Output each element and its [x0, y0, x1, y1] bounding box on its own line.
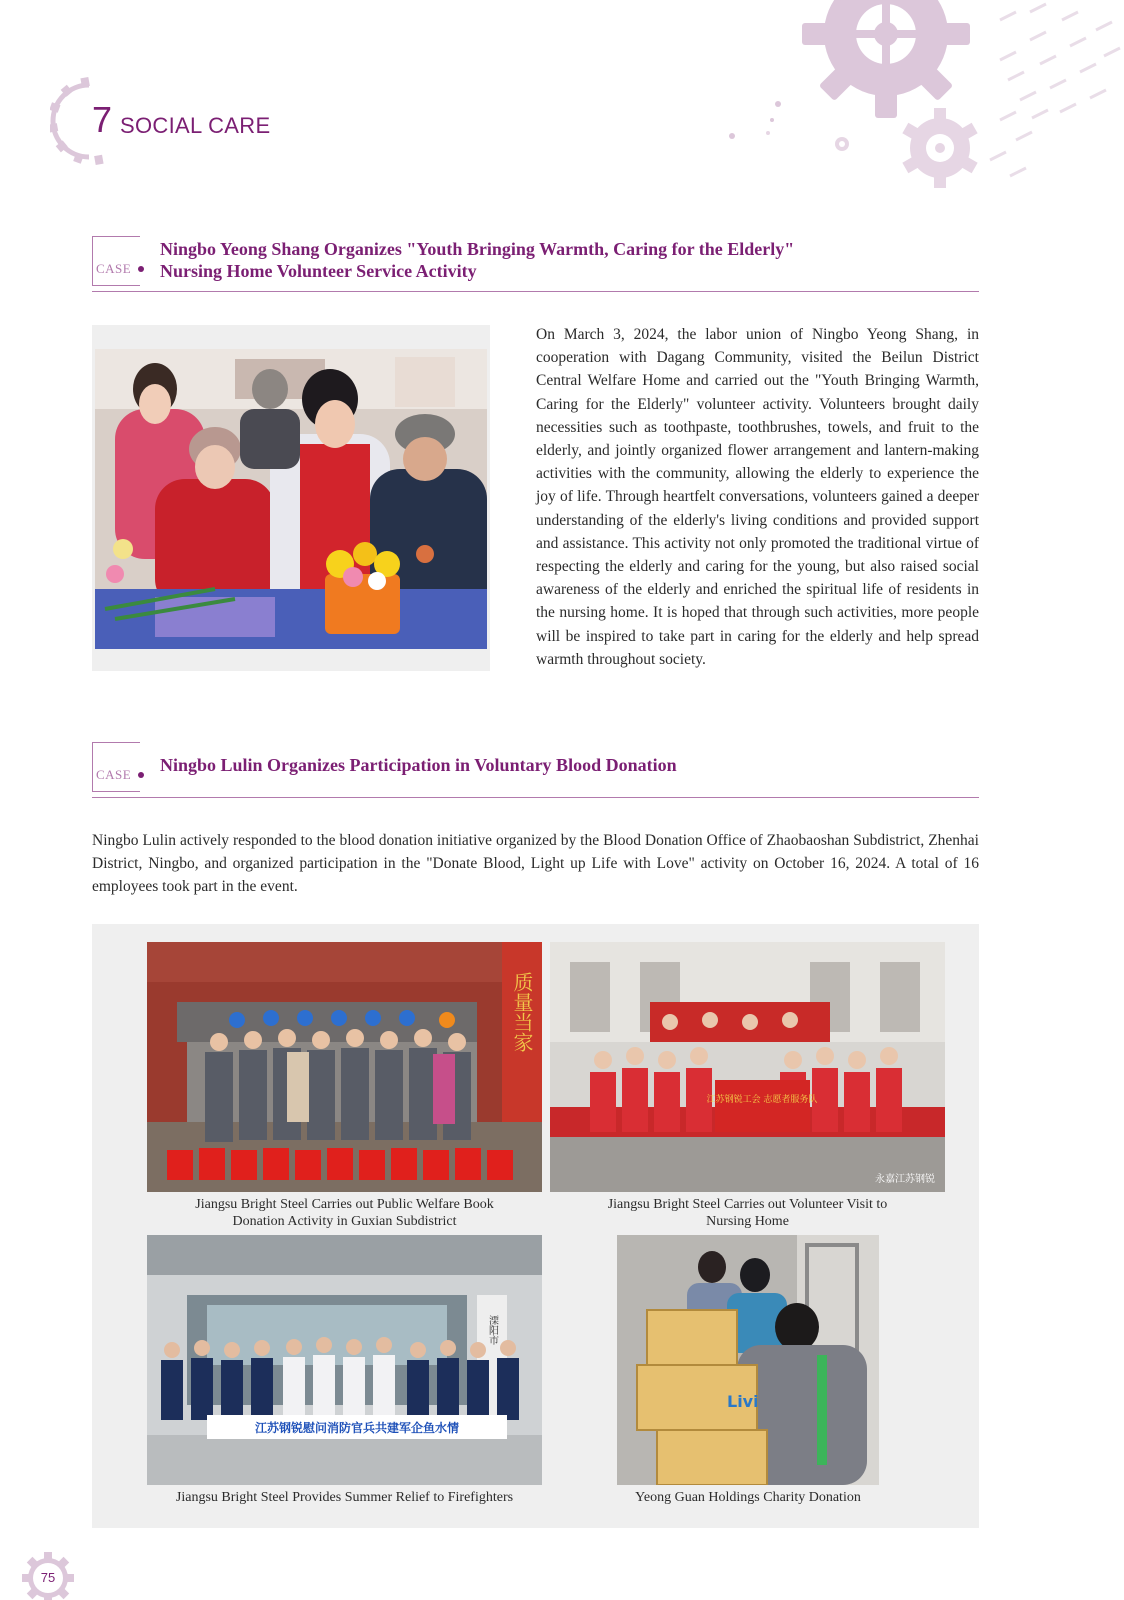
building-sign-text: 溧阳市: [486, 1315, 498, 1345]
elderly-care-photo: [95, 349, 487, 649]
page-number: 75: [33, 1563, 63, 1593]
case-label: CASE: [96, 261, 132, 276]
case-divider: [92, 291, 979, 292]
caption-line: Yeong Guan Holdings Charity Donation: [635, 1490, 861, 1505]
section-title: SOCIAL CARE: [120, 113, 271, 138]
case-body-text: On March 3, 2024, the labor union of Ningbo Yeong Shang, in cooperation with Dagang Community, visited the Beilun District Central Welfare Home and carried out the "Youth Bringing Warmth, Caring for the Elderly" volunteer activity. Volunteers brought daily necessities such as toothpaste, toothbrushes, towels, and fruit to the elderly, and jointly organized flower arrangement and lantern-making activities with the community, allowing the elderly to experience the joy of life. Through heartfelt conversations, volunteers gained a deeper understanding of the elderly's living conditions and provided support and assistance. This activity not only promoted the traditional virtue of respecting the elderly and caring for the young, but also raised social awareness of the elderly and enriched the spiritual life of residents in the nursing home. It is hoped that through such activities, more people will be inspired to take part in caring for the elderly and help spread warmth throughout society.: [536, 326, 979, 668]
case-title: [160, 238, 980, 282]
photo-caption: [560, 1489, 936, 1506]
building-sign-text: 质量当家: [510, 972, 534, 1052]
case-dot-icon: [138, 266, 144, 272]
case-title-line: Ningbo Yeong Shang Organizes "Youth Bringing Warmth, Caring for the Elderly": [160, 239, 795, 259]
firefighter-relief-photo: [147, 1235, 542, 1485]
caption-line: Donation Activity in Guxian Subdistrict: [232, 1214, 457, 1229]
book-donation-photo: [147, 942, 542, 1192]
caption-line: Nursing Home: [706, 1214, 789, 1229]
caption-line: Jiangsu Bright Steel Provides Summer Relief to Firefighters: [175, 1490, 514, 1505]
case-label: CASE: [96, 767, 132, 782]
charity-donation-photo: [617, 1235, 879, 1485]
photo-caption: [550, 1196, 945, 1230]
section-number: 7: [92, 99, 113, 140]
caption-line: Jiangsu Bright Steel Carries out Public Welfare Book: [195, 1197, 494, 1212]
photo-caption: [147, 1489, 542, 1506]
case-title: Ningbo Lulin Organizes Participation in Voluntary Blood Donation: [160, 755, 677, 775]
photo-caption: [147, 1196, 542, 1230]
case-title-line: Nursing Home Volunteer Service Activity: [160, 261, 477, 281]
case-divider: [92, 797, 979, 798]
case-body-text: Ningbo Lulin actively responded to the blood donation initiative organized by the Blood Donation Office of Zhaobaoshan Subdistrict, Zhenhai District, Ningbo, and organized participation in the "Donate Blood, Light up Life with Love" activity on October 16, 2024. A total of 16 employees took part in the event.: [92, 832, 979, 896]
relief-banner-text: 江苏钢锐慰问消防官兵共建军企鱼水情: [254, 1421, 460, 1435]
nursing-home-visit-photo: [550, 942, 945, 1192]
box-brand-text: Livi: [727, 1392, 759, 1411]
case-dot-icon: [138, 772, 144, 778]
volunteer-banner-text: 江苏钢锐工会 志愿者服务队: [706, 1095, 818, 1105]
photo-watermark: 永嘉江苏钢锐: [875, 1174, 935, 1185]
caption-line: Jiangsu Bright Steel Carries out Volunteer Visit to: [607, 1197, 888, 1212]
gear-decoration-icon: [700, 0, 1124, 210]
